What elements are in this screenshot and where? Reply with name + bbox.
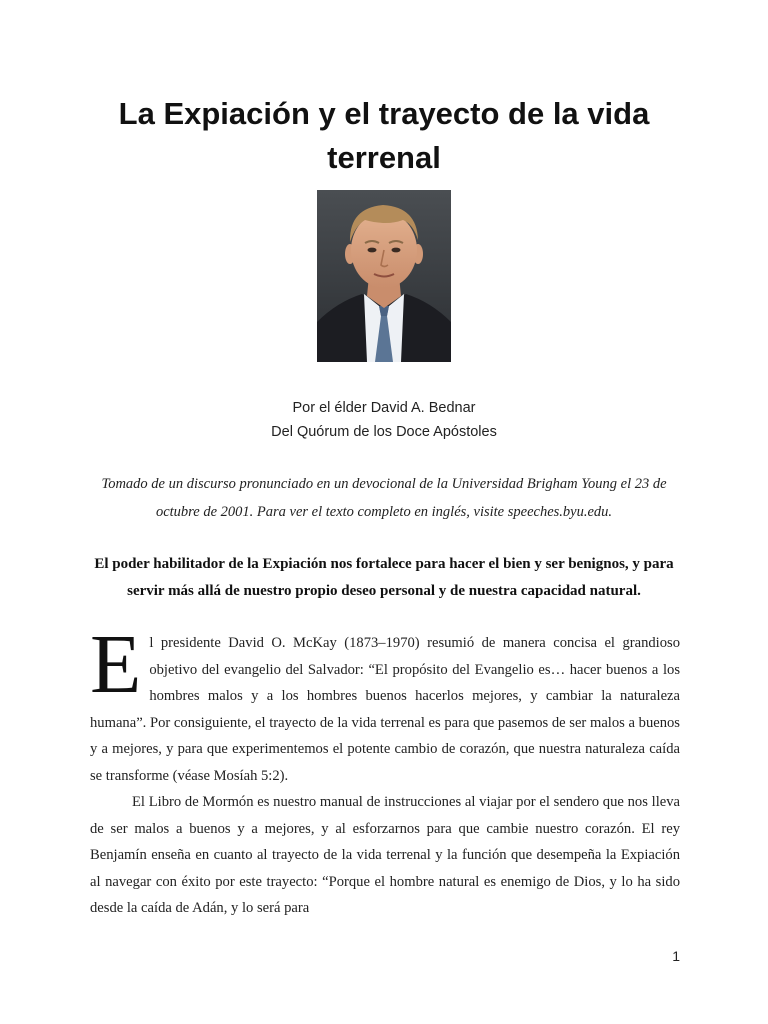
paragraph-1-text: l presidente David O. McKay (1873–1970) resumió de manera concisa el grandioso objetivo del evangelio del Salvador: “El propósito del Evangelio es… hacer buenos a los hombres malos y a los hombres buenos hacerlos mejores, y cambiar la naturaleza humana”. Por consiguiente, el trayecto de la vida terrenal es para que pasemos de ser malos a buenos y a mejores, y para que experimentemos el potente cambio de corazón, que nuestra naturaleza caída se transforme (véase Mosíah 5:2). [90,635,680,784]
author-role: Del Quórum de los Doce Apóstoles [271,424,497,440]
lead-summary: El poder habilitador de la Expiación nos fortalece para hacer el bien y ser benignos, y para servir más allá de nuestro propio deseo personal y de nuestra capacidad natural. [94,556,674,599]
article-body [90,618,680,922]
author-portrait-photo [317,190,451,362]
paragraph-2: El Libro de Mormón es nuestro manual de instrucciones al viajar por el sendero que nos lleva de ser malos a buenos y a mejores, y al esforzarnos para que cambie nuestro corazón. El rey Benjamín enseña en cuanto al trayecto de la vida terrenal y la función que desempeña la Expiación al navegar con éxito por este trayecto: “Porque el hombre natural es enemigo de Dios, y lo ha sido desde la caída de Adán, y lo será para [90,794,680,916]
source-note: Tomado de un discurso pronunciado en un devocional de la Universidad Brigham Young el 23 de octubre de 2001. Para ver el texto completo en inglés, visite speeches.byu.edu. [101,476,667,520]
page-title: La Expiación y el trayecto de la vida terrenal [118,96,650,175]
byline [0,396,768,444]
paragraph-1 [90,618,680,789]
drop-cap: E [90,618,142,711]
page-number: 1 [672,948,680,964]
author-name: Por el élder David A. Bednar [292,400,476,416]
